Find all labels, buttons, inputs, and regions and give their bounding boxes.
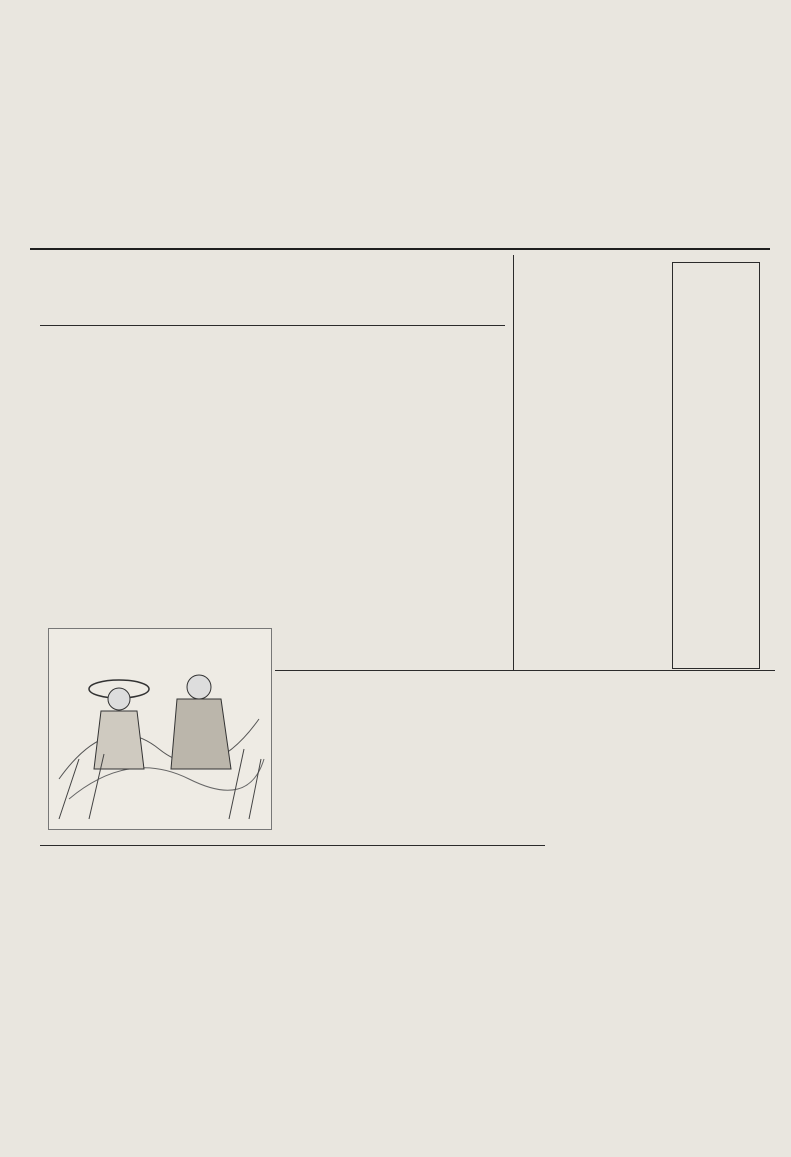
editorial-body: [48, 940, 270, 1140]
divider: [40, 325, 505, 326]
divider: [275, 670, 775, 671]
divider: [30, 248, 770, 250]
sidebar-body: [522, 262, 667, 662]
editorial-right-col: [470, 855, 545, 935]
second-article-col2: [550, 746, 776, 1066]
editorial-intro: [48, 855, 124, 935]
second-article-col1: [390, 746, 540, 854]
divider: [40, 845, 545, 846]
editorial-middle: [280, 940, 542, 1140]
main-article-col4: [282, 335, 394, 615]
main-article-col3: [401, 335, 509, 640]
farmer-illustration-icon: [49, 629, 271, 829]
divider: [513, 255, 514, 670]
illustration: [48, 628, 272, 830]
sidebar-title-box: [672, 262, 760, 669]
second-article-col3: [550, 1066, 776, 1138]
masthead-title: [92, 59, 391, 80]
